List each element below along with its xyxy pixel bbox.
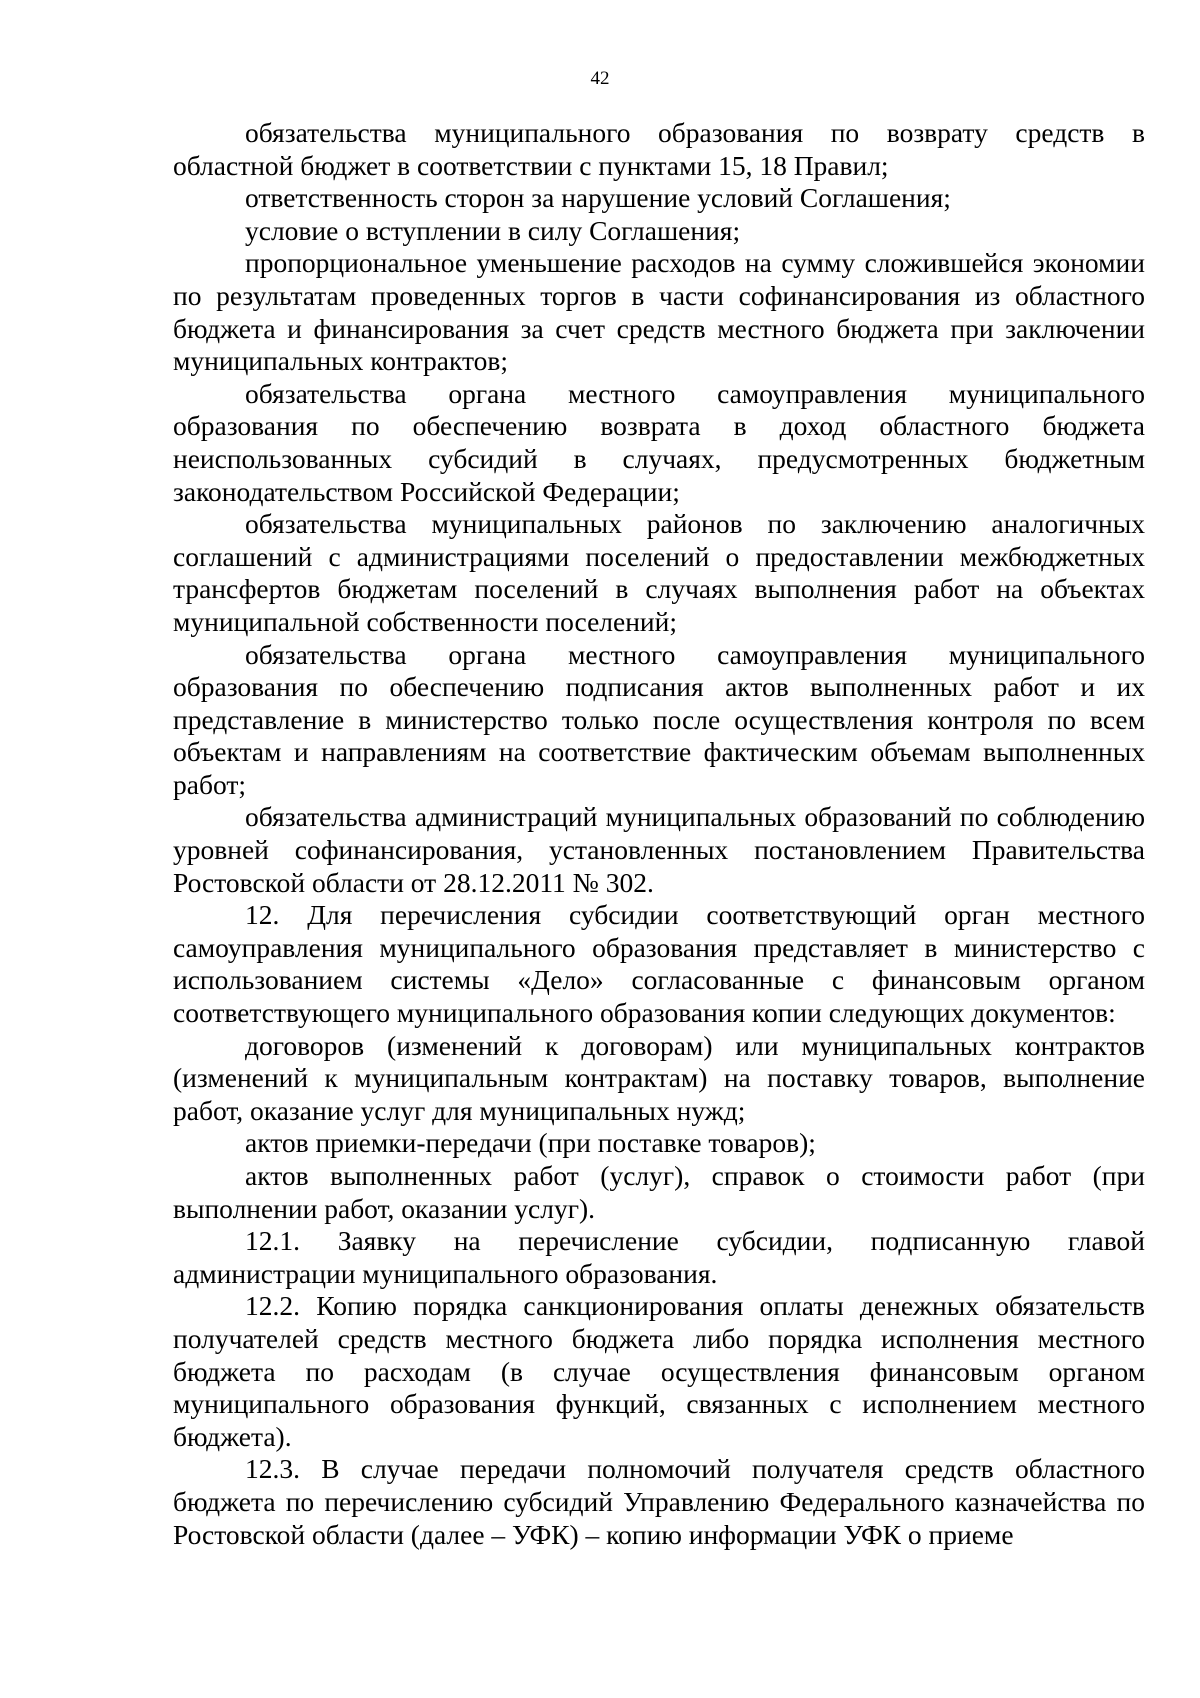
paragraph: пропорциональное уменьшение расходов на сумму сложившейся экономии по результатам проведенных торгов в части софинансирования из областного бюджета и финансирования за счет средств местного бюджета при заключении муниципальных контрактов; (173, 247, 1145, 377)
paragraph: обязательства администраций муниципальных образований по соблюдению уровней софинансирования, установленных постановлением Правительства Ростовской области от 28.12.2011 № 302. (173, 801, 1145, 898)
paragraph: 12.3. В случае передачи полномочий получателя средств областного бюджета по перечислению субсидий Управлению Федерального казначейства по Ростовской области (далее – УФК) – копию информации УФК о приеме (173, 1453, 1145, 1550)
paragraph: ответственность сторон за нарушение условий Соглашения; (245, 182, 951, 214)
paragraph: обязательства органа местного самоуправления муниципального образования по обеспечению возврата в доход областного бюджета неиспользованных субсидий в случаях, предусмотренных бюджетным законодательством Российской Федерации; (173, 377, 1145, 507)
paragraph: актов приемки-передачи (при поставке товаров); (245, 1127, 816, 1159)
paragraph: 12. Для перечисления субсидии соответствующий орган местного самоуправления муниципального образования представляет в министерство с использованием системы «Дело» согласованные с финансовым органом соответствующего муниципального образования копии следующих документов: (173, 899, 1145, 1029)
paragraph: обязательства муниципальных районов по заключению аналогичных соглашений с администрациями поселений о предоставлении межбюджетных трансфертов бюджетам поселений в случаях выполнения работ на объектах муниципальной собственности поселений; (173, 508, 1145, 637)
paragraph: условие о вступлении в силу Соглашения; (245, 214, 741, 246)
paragraph: 12.1. Заявку на перечисление субсидии, подписанную главой администрации муниципального образования. (173, 1225, 1145, 1289)
document-body (173, 117, 1145, 1551)
paragraph: обязательства органа местного самоуправления муниципального образования по обеспечению подписания актов выполненных работ и их представление в министерство только после осуществления контроля по всем объектам и направлениям на соответствие фактическим объемам выполненных работ; (173, 638, 1145, 800)
paragraph: договоров (изменений к договорам) или муниципальных контрактов (изменений к муниципальным контрактам) на поставку товаров, выполнение работ, оказание услуг для муниципальных нужд; (173, 1029, 1145, 1126)
paragraph: обязательства муниципального образования по возврату средств в областной бюджет в соответствии с пунктами 15, 18 Правил; (173, 117, 1145, 181)
paragraph: актов выполненных работ (услуг), справок о стоимости работ (при выполнении работ, оказании услуг). (173, 1160, 1145, 1224)
page-number: 42 (590, 68, 610, 89)
paragraph: 12.2. Копию порядка санкционирования оплаты денежных обязательств получателей средств местного бюджета либо порядка исполнения местного бюджета по расходам (в случае осуществления финансовым органом муниципального образования функций, связанных с исполнением местного бюджета). (173, 1290, 1145, 1452)
